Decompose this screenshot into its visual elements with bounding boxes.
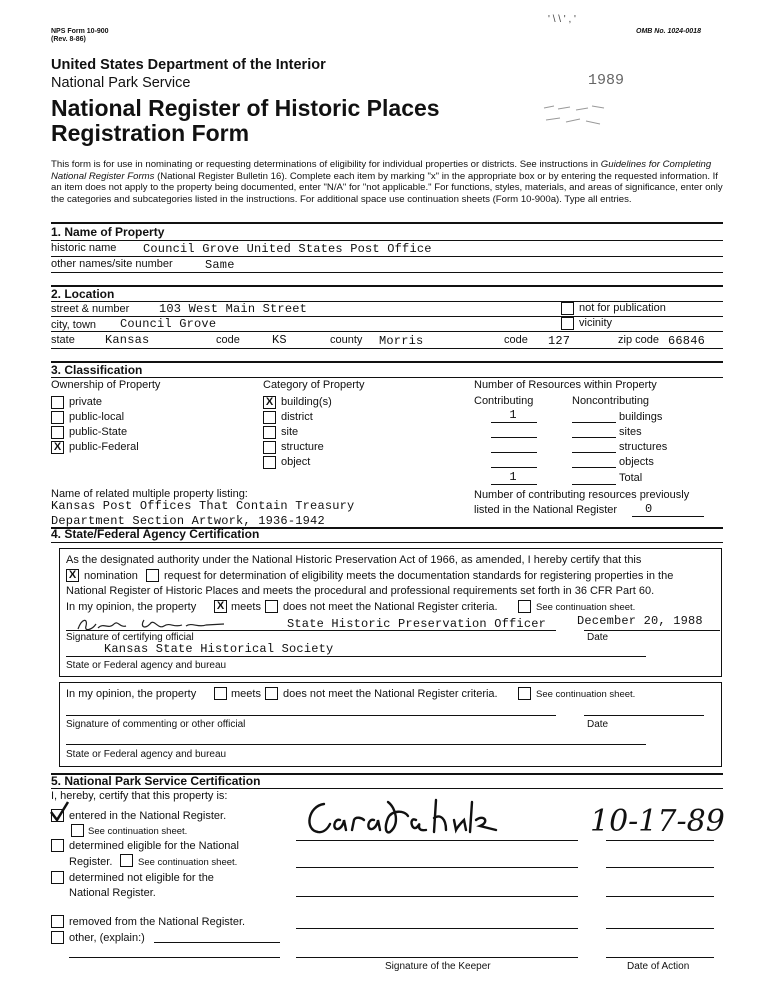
determination-request-checkbox[interactable] [146,569,159,582]
certifying-agency-field[interactable]: Kansas State Historical Society [104,642,334,656]
other-checkbox[interactable] [51,931,64,944]
form-revision: (Rev. 8-86) [51,36,86,43]
form-subtitle: Registration Form [51,120,250,146]
noncontributing-heading: Noncontributing [572,395,650,407]
category-structure-label: structure [281,441,324,453]
guidelines-reference: Guidelines for Completing National Register Forms [51,159,712,182]
does-not-meet-label: does not meet the National Register criteria. [283,601,498,613]
received-stamp [540,100,610,130]
does-not-meet-label-2: does not meet the National Register criteria. [283,688,498,700]
entered-label: entered in the National Register. [69,810,227,822]
category-building-label: building(s) [281,396,332,408]
keeper-signature-label: Signature of the Keeper [385,961,491,972]
nomination-checkbox[interactable]: X [66,569,79,582]
contributing-total-value[interactable]: 1 [509,470,517,484]
certifying-date-field[interactable]: December 20, 1988 [577,614,703,628]
category-building-checkbox[interactable]: X [263,396,276,409]
received-stamp-year: 1989 [588,72,625,89]
other-names-field[interactable]: Same [205,258,235,272]
historic-name-label: historic name [51,242,117,254]
determined-eligible-label-1: determined eligible for the National [69,840,239,852]
ownership-private-checkbox[interactable] [51,396,64,409]
entered-checkmark-icon [48,800,70,822]
not-for-publication-checkbox[interactable] [561,302,574,315]
zip-field[interactable]: 66846 [668,334,706,348]
county-code-field[interactable]: 127 [548,334,571,348]
commenting-date-label: Date [587,719,609,730]
section-4-title: 4. State/Federal Agency Certification [51,527,260,541]
meets-checkbox-2[interactable] [214,687,227,700]
state-code-field[interactable]: KS [272,333,287,347]
meets-label-2: meets [231,688,261,700]
ownership-public-federal-label: public-Federal [69,441,139,453]
vicinity-checkbox[interactable] [561,317,574,330]
certifying-signature-label: Signature of certifying official [66,632,194,643]
other-names-label: other names/site number [51,258,173,270]
cert-para-line2: request for determination of eligibility meets the documentation standards for registering properties in the [164,570,674,582]
category-district-checkbox[interactable] [263,411,276,424]
ownership-public-local-checkbox[interactable] [51,411,64,424]
form-number: NPS Form 10-900 [51,28,109,35]
instructions-paragraph: This form is for use in nominating or requesting determinations of eligibility for individual properties or districts. See instructions in Guidelines for Completing National Register Forms (National Register Bulletin 16). Complete each item by marking "x" in the appropriate box or by entering the requested information. If an item does not apply to the property being documented, enter "N/A" for "not applicable." For functions, styles, materials, and areas of significance, enter only the categories and subcategories listed in the instructions. For additional space use continuation sheets (Form 10-900a). Type all entries. [51,159,723,205]
county-field[interactable]: Morris [379,334,424,348]
certifying-date-label: Date [587,632,609,643]
continuation-sheet-label-2: See continuation sheet. [536,689,636,700]
street-field[interactable]: 103 West Main Street [159,302,308,316]
cert-para-line3: National Register of Historic Places and meets the procedural and professional requirements set forth in 36 CFR Part 60. [66,585,655,597]
other-label: other, (explain:) [69,932,145,944]
resource-sites-label: sites [619,426,642,438]
continuation-sheet-checkbox-1[interactable] [518,600,531,613]
form-title: National Register of Historic Places [51,95,440,121]
historic-name-field[interactable]: Council Grove United States Post Office [143,242,432,256]
determined-not-eligible-label-2: National Register. [69,887,156,899]
county-code-label: code [504,334,528,346]
multiple-listing-label: Name of related multiple property listing: [51,488,248,500]
state-field[interactable]: Kansas [105,333,150,347]
omb-number: OMB No. 1024-0018 [636,28,701,35]
service-name: National Park Service [51,75,191,91]
determined-eligible-label-2: Register. [69,856,113,868]
continuation-sheet-checkbox-2[interactable] [518,687,531,700]
zip-label: zip code [618,334,659,346]
action-date-handwritten[interactable]: 10-17-89 [590,804,725,839]
determined-not-eligible-label-1: determined not eligible for the [69,872,214,884]
section-5-title: 5. National Park Service Certification [51,774,261,788]
meets-checkbox[interactable]: X [214,600,227,613]
opinion-label-2: In my opinion, the property [66,688,197,700]
multiple-listing-line2[interactable]: Department Section Artwork, 1936-1942 [51,514,325,528]
removed-label: removed from the National Register. [69,916,246,928]
not-for-publication-label: not for publication [579,302,666,314]
nomination-label: nomination [84,570,138,582]
ownership-private-label: private [69,396,103,408]
resources-heading: Number of Resources within Property [474,379,657,391]
ownership-public-state-checkbox[interactable] [51,426,64,439]
category-heading: Category of Property [263,379,365,391]
section-2-title: 2. Location [51,287,115,301]
ownership-heading: Ownership of Property [51,379,161,391]
commenting-agency-label: State or Federal agency and bureau [66,749,227,760]
previously-listed-value[interactable]: 0 [645,502,653,516]
category-structure-checkbox[interactable] [263,441,276,454]
category-site-checkbox[interactable] [263,426,276,439]
category-object-label: object [281,456,311,468]
category-object-checkbox[interactable] [263,456,276,469]
resource-total-label: Total [619,472,643,484]
state-label: state [51,334,75,346]
entered-continuation-label: See continuation sheet. [88,826,188,837]
street-label: street & number [51,303,130,315]
contributing-buildings-value[interactable]: 1 [509,408,517,422]
resource-objects-label: objects [619,456,654,468]
continuation-sheet-label-1: See continuation sheet. [536,602,636,613]
certifying-agency-label: State or Federal agency and bureau [66,660,227,671]
eligible-continuation-checkbox[interactable] [120,854,133,867]
does-not-meet-checkbox[interactable] [265,600,278,613]
previously-listed-label-1: Number of contributing resources previously [474,489,690,501]
keeper-signature [300,796,510,840]
determined-eligible-checkbox[interactable] [51,839,64,852]
resource-structures-label: structures [619,441,668,453]
meets-label: meets [231,601,261,613]
ownership-public-state-label: public-State [69,426,128,438]
certifying-official-title[interactable]: State Historic Preservation Officer [287,617,547,631]
does-not-meet-checkbox-2[interactable] [265,687,278,700]
nps-intro-label: I, hereby, certify that this property is: [51,790,228,802]
commenting-signature-label: Signature of commenting or other official [66,719,246,730]
county-label: county [330,334,363,346]
contributing-heading: Contributing [474,395,534,407]
multiple-listing-line1[interactable]: Kansas Post Offices That Contain Treasury [51,499,355,513]
opinion-label: In my opinion, the property [66,601,197,613]
previously-listed-label-2: listed in the National Register [474,504,618,516]
date-of-action-label: Date of Action [627,961,690,972]
department-name: United States Department of the Interior [51,57,326,73]
category-site-label: site [281,426,299,438]
section-3-title: 3. Classification [51,363,143,377]
cert-para-line1: As the designated authority under the National Historic Preservation Act of 1966, as amended, I hereby certify that this [66,554,642,566]
eligible-continuation-label: See continuation sheet. [138,857,238,868]
vicinity-label: vicinity [579,317,613,329]
ownership-public-local-label: public-local [69,411,125,423]
entered-continuation-checkbox[interactable] [71,824,84,837]
category-district-label: district [281,411,313,423]
determined-not-eligible-checkbox[interactable] [51,871,64,884]
section-1-title: 1. Name of Property [51,225,165,239]
removed-checkbox[interactable] [51,915,64,928]
city-field[interactable]: Council Grove [120,317,217,331]
ownership-public-federal-checkbox[interactable]: X [51,441,64,454]
state-code-label: code [216,334,240,346]
city-label: city, town [51,319,97,331]
resource-buildings-label: buildings [619,411,663,423]
stamp-mark: ' \ \ ' , ' [548,14,576,25]
